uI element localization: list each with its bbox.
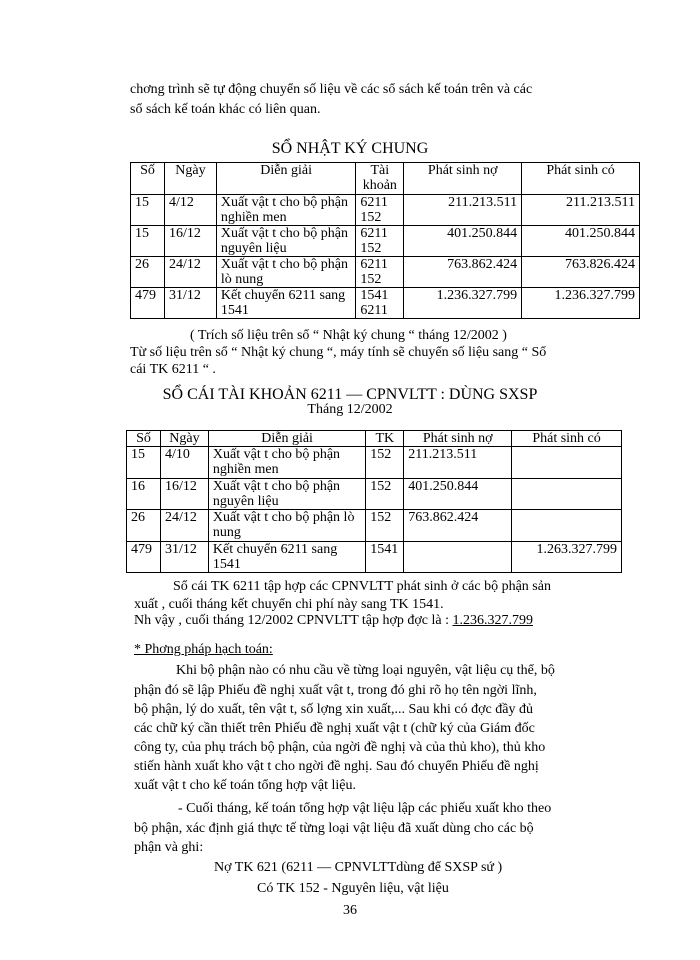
journal-row bbox=[131, 195, 640, 226]
ledger-cell-no bbox=[404, 542, 512, 573]
journal-cell-no: 1.236.327.799 bbox=[404, 288, 522, 319]
ledger-cell-ngay: 4/10 bbox=[160, 447, 208, 479]
journal-cell-co: 211.213.511 bbox=[522, 195, 640, 226]
method-para1-line: các chữ ký cần thiết trên Phiếu đề nghị xuất vật t (chữ ký của Giám đốc bbox=[134, 721, 535, 736]
ledger-cell-ngay: 16/12 bbox=[160, 479, 208, 510]
journal-cell-dien-giai: Xuất vật t cho bộ phận nguyên liệu bbox=[216, 226, 355, 257]
summary-amount: 1.236.327.799 bbox=[452, 613, 533, 628]
summary-text: Nh vậy , cuối tháng 12/2002 CPNVLTT tập hợp đợc là : bbox=[134, 613, 453, 628]
ledger-subtitle: Tháng 12/2002 bbox=[307, 402, 393, 417]
journal-cell-tk: 6211 152 bbox=[356, 195, 404, 226]
ledger-header-no: Phát sinh nợ bbox=[404, 431, 512, 447]
ledger-cell-co bbox=[512, 447, 622, 479]
journal-row bbox=[131, 257, 640, 288]
method-para1-line: Khi bộ phận nào có nhu cầu về từng loại nguyên, vật liệu cụ thể, bộ bbox=[176, 663, 555, 678]
journal-header-ngay: Ngày bbox=[164, 163, 216, 195]
page-number: 36 bbox=[343, 903, 357, 918]
journal-cell-co: 1.236.327.799 bbox=[522, 288, 640, 319]
entry-debit: Nợ TK 621 (6211 — CPNVLTTdùng để SXSP sứ ) bbox=[214, 860, 503, 875]
ledger-cell-so: 26 bbox=[127, 510, 161, 542]
ledger-cell-co bbox=[512, 479, 622, 510]
ledger-header-tk: TK bbox=[366, 431, 404, 447]
journal-cell-dien-giai: Xuất vật t cho bộ phận lò nung bbox=[216, 257, 355, 288]
journal-title: SỔ NHẬT KÝ CHUNG bbox=[271, 140, 429, 157]
journal-after-1: Từ số liệu trên sổ “ Nhật ký chung “, máy tính sẽ chuyển số liệu sang “ Sổ bbox=[130, 345, 547, 360]
journal-cell-no: 763.862.424 bbox=[404, 257, 522, 288]
ledger-cell-tk: 152 bbox=[366, 447, 404, 479]
journal-row bbox=[131, 226, 640, 257]
journal-header-co: Phát sinh có bbox=[522, 163, 640, 195]
intro-line-2: sổ sách kế toán khác có liên quan. bbox=[130, 102, 321, 117]
ledger-cell-ngay: 24/12 bbox=[160, 510, 208, 542]
ledger-header-so: Số bbox=[127, 431, 161, 447]
ledger-cell-dien-giai: Xuất vật t cho bộ phận nghiền men bbox=[208, 447, 365, 479]
ledger-cell-no: 401.250.844 bbox=[404, 479, 512, 510]
ledger-cell-no: 763.862.424 bbox=[404, 510, 512, 542]
journal-cell-so: 15 bbox=[131, 195, 165, 226]
journal-cell-so: 15 bbox=[131, 226, 165, 257]
method-para1-line: xuất vật t cho kế toán tổng hợp vật liệu. bbox=[134, 778, 357, 793]
ledger-cell-no: 211.213.511 bbox=[404, 447, 512, 479]
journal-cell-so: 479 bbox=[131, 288, 165, 319]
journal-cell-dien-giai: Kết chuyển 6211 sang 1541 bbox=[216, 288, 355, 319]
ledger-cell-co: 1.263.327.799 bbox=[512, 542, 622, 573]
journal-cell-no: 401.250.844 bbox=[404, 226, 522, 257]
journal-cell-ngay: 16/12 bbox=[164, 226, 216, 257]
journal-cell-no: 211.213.511 bbox=[404, 195, 522, 226]
journal-header-no: Phát sinh nợ bbox=[404, 163, 522, 195]
method-para2-line: bộ phận, xác định giá thực tế từng loại vật liệu đã xuất dùng cho các bộ bbox=[134, 821, 534, 836]
ledger-table bbox=[126, 430, 622, 573]
ledger-cell-tk: 1541 bbox=[366, 542, 404, 573]
summary-line-1: Sổ cái TK 6211 tập hợp các CPNVLTT phát sinh ở các bộ phận sản bbox=[173, 579, 551, 594]
ledger-row bbox=[127, 447, 622, 479]
method-heading: * Phơng pháp hạch toán: bbox=[134, 642, 273, 657]
journal-cell-tk: 6211 152 bbox=[356, 226, 404, 257]
journal-header-tai-khoan: Tài khoản bbox=[356, 163, 404, 195]
method-para1-line: công ty, của phụ trách bộ phận, của ngời đề nghị và của thủ kho), thủ kho bbox=[134, 740, 546, 755]
method-para1-line: bộ phận, lý do xuất, tên vật t, số lợng xin xuất,... Sau khi có đợc đầy đủ bbox=[134, 702, 533, 717]
ledger-cell-so: 479 bbox=[127, 542, 161, 573]
entry-credit: Có TK 152 - Nguyên liệu, vật liệu bbox=[257, 881, 449, 896]
journal-cell-ngay: 24/12 bbox=[164, 257, 216, 288]
journal-cell-so: 26 bbox=[131, 257, 165, 288]
journal-note: ( Trích số liệu trên sổ “ Nhật ký chung “ tháng 12/2002 ) bbox=[190, 328, 507, 343]
summary-line-3 bbox=[134, 611, 533, 631]
journal-cell-tk: 1541 6211 bbox=[356, 288, 404, 319]
ledger-cell-dien-giai: Xuất vật t cho bộ phận nguyên liệu bbox=[208, 479, 365, 510]
journal-cell-ngay: 4/12 bbox=[164, 195, 216, 226]
ledger-cell-tk: 152 bbox=[366, 510, 404, 542]
ledger-header-dien-giai: Diễn giải bbox=[208, 431, 365, 447]
ledger-cell-co bbox=[512, 510, 622, 542]
journal-table bbox=[130, 162, 640, 319]
ledger-cell-so: 16 bbox=[127, 479, 161, 510]
summary-line-2: xuất , cuối tháng kết chuyển chi phí này sang TK 1541. bbox=[134, 597, 444, 612]
ledger-row bbox=[127, 479, 622, 510]
ledger-cell-so: 15 bbox=[127, 447, 161, 479]
ledger-header-ngay: Ngày bbox=[160, 431, 208, 447]
method-para1-line: phận đó sẽ lập Phiếu đề nghị xuất vật t, trong đó ghi rõ họ tên ngời lĩnh, bbox=[134, 683, 537, 698]
journal-row bbox=[131, 288, 640, 319]
intro-line-1: chơng trình sẽ tự động chuyển số liệu về các sổ sách kế toán trên và các bbox=[130, 82, 533, 97]
ledger-row bbox=[127, 510, 622, 542]
journal-cell-co: 763.826.424 bbox=[522, 257, 640, 288]
ledger-cell-ngay: 31/12 bbox=[160, 542, 208, 573]
method-para2-line: phận và ghi: bbox=[134, 840, 204, 855]
method-para2-line: - Cuối tháng, kế toán tổng hợp vật liệu lập các phiếu xuất kho theo bbox=[178, 801, 552, 816]
ledger-title: SỔ CÁI TÀI KHOẢN 6211 — CPNVLTT : DÙNG SXSP bbox=[162, 386, 538, 403]
journal-cell-ngay: 31/12 bbox=[164, 288, 216, 319]
ledger-row bbox=[127, 542, 622, 573]
journal-header-dien-giai: Diễn giải bbox=[216, 163, 355, 195]
journal-cell-dien-giai: Xuất vật t cho bộ phận nghiền men bbox=[216, 195, 355, 226]
ledger-cell-tk: 152 bbox=[366, 479, 404, 510]
ledger-header-co: Phát sinh có bbox=[512, 431, 622, 447]
journal-cell-tk: 6211 152 bbox=[356, 257, 404, 288]
ledger-cell-dien-giai: Xuất vật t cho bộ phận lò nung bbox=[208, 510, 365, 542]
method-para1-line: stiến hành xuất kho vật t cho ngời đề nghị. Sau đó chuyển Phiếu đề nghị bbox=[134, 759, 539, 774]
journal-header-so: Số bbox=[131, 163, 165, 195]
journal-cell-co: 401.250.844 bbox=[522, 226, 640, 257]
ledger-cell-dien-giai: Kết chuyển 6211 sang 1541 bbox=[208, 542, 365, 573]
journal-after-2: cái TK 6211 “ . bbox=[130, 362, 216, 377]
